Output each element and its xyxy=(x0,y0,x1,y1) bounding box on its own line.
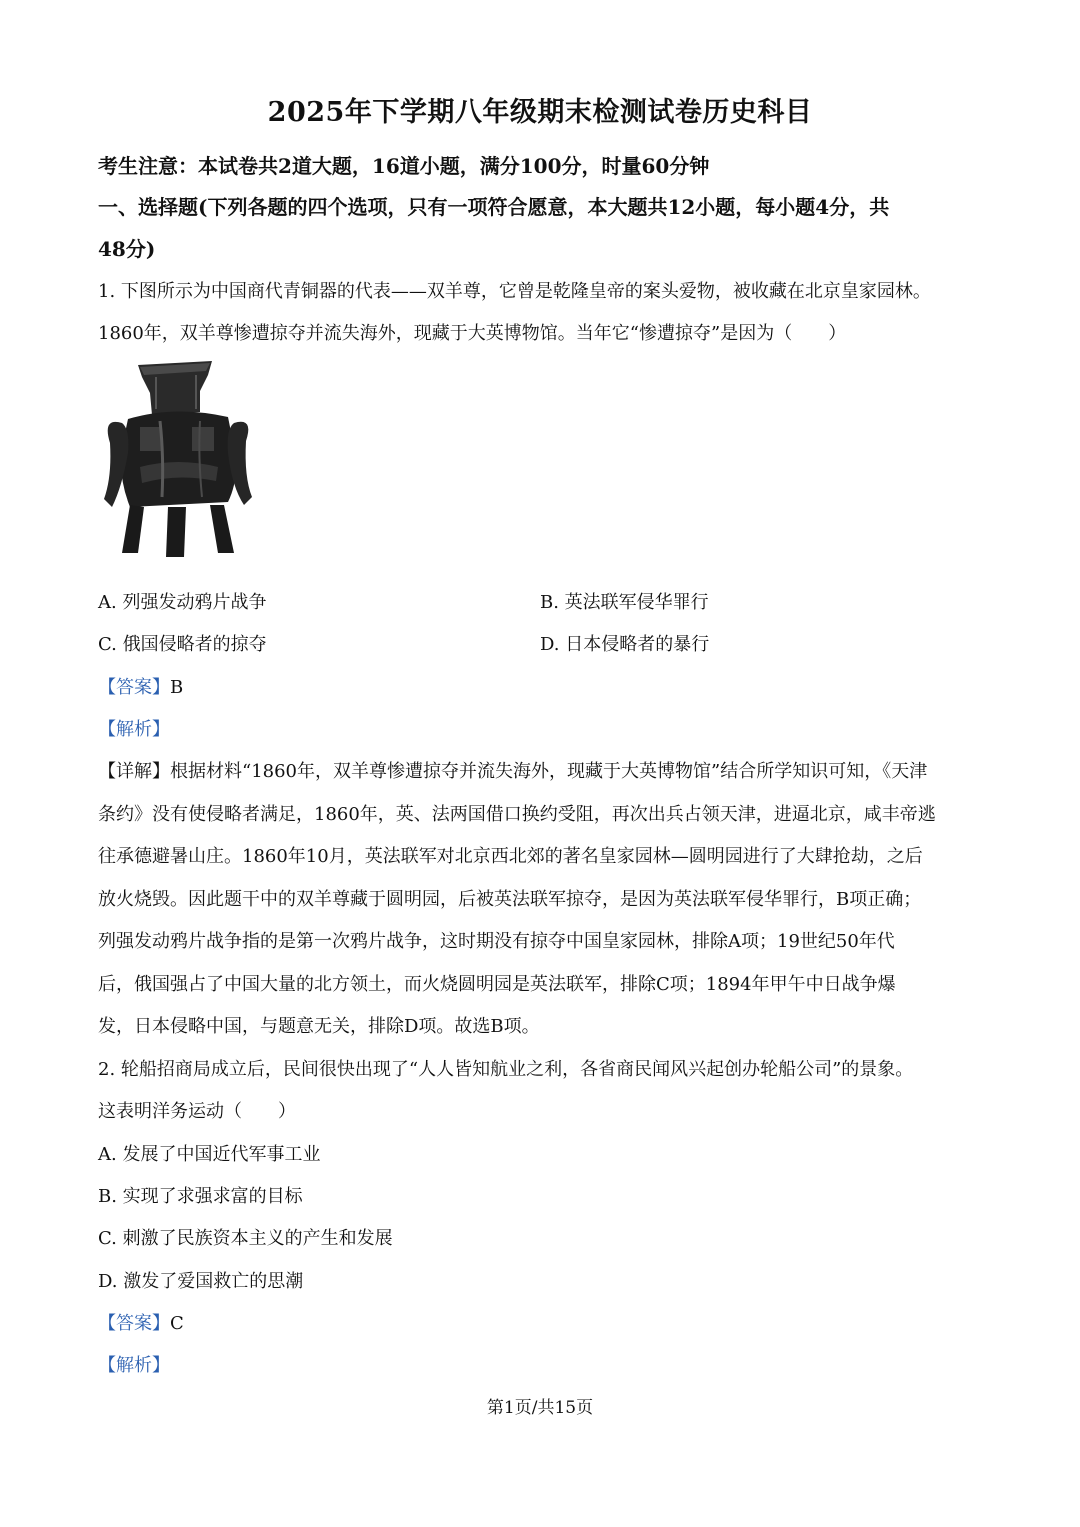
q1-answer-row xyxy=(98,673,183,699)
q1-detail-line6: 后，俄国强占了中国大量的北方领土，而火烧圆明园是英法联军，排除C项；1894年甲午中日战争爆 xyxy=(98,974,896,995)
page-title: 2025年下学期八年级期末检测试卷历史科目 xyxy=(267,97,813,128)
q1-stem-line2: 1860年，双羊尊惨遭掠夺并流失海外，现藏于大英博物馆。当年它“惨遭掠夺”是因为（ ） xyxy=(98,323,847,344)
q1-answer-value: B xyxy=(170,677,184,698)
q2-analysis-tag: 【解析】 xyxy=(98,1355,170,1376)
exam-notice: 考生注意：本试卷共2道大题，16道小题，满分100分，时量60分钟 xyxy=(98,154,710,178)
q1-detail-line1 xyxy=(98,757,927,783)
answer-tag: 【答案】 xyxy=(98,677,170,698)
page-footer: 第1页/共15页 xyxy=(486,1398,594,1418)
q1-detail-line2: 条约》没有使侵略者满足，1860年，英、法两国借口换约受阻，再次出兵占领天津，进逼北京，咸丰帝逃 xyxy=(98,804,936,825)
section-heading-line2: 48分) xyxy=(98,237,156,261)
q1-detail-line3: 往承德避暑山庄。1860年10月，英法联军对北京西北郊的著名皇家园林—圆明园进行了大肆抢劫，之后 xyxy=(98,846,923,867)
q1-analysis-tag: 【解析】 xyxy=(98,719,170,740)
q1-stem-line1: 1. 下图所示为中国商代青铜器的代表——双羊尊，它曾是乾隆皇帝的案头爱物，被收藏在北京皇家园林。 xyxy=(98,281,931,302)
q1-detail-line7: 发，日本侵略中国，与题意无关，排除D项。故选B项。 xyxy=(98,1016,540,1037)
q1-option-c: C. 俄国侵略者的掠夺 xyxy=(98,634,267,655)
detail-tag: 【详解】 xyxy=(98,761,170,782)
q1-detail-line4: 放火烧毁。因此题干中的双羊尊藏于圆明园，后被英法联军掠夺，是因为英法联军侵华罪行，B项正确； xyxy=(98,889,922,910)
detail-text: 根据材料“1860年，双羊尊惨遭掠夺并流失海外，现藏于大英博物馆”结合所学知识可知，《天津 xyxy=(170,761,928,782)
q1-option-b: B. 英法联军侵华罪行 xyxy=(540,592,709,613)
q2-option-a: A. 发展了中国近代军事工业 xyxy=(98,1144,321,1165)
q2-answer-row xyxy=(98,1309,184,1335)
q1-detail-line5: 列强发动鸦片战争指的是第一次鸦片战争，这时期没有掠夺中国皇家园林，排除A项；19世纪50年代 xyxy=(98,931,895,952)
section-heading-line1: 一、选择题(下列各题的四个选项，只有一项符合愿意，本大题共12小题，每小题4分，共 xyxy=(98,195,890,219)
q2-answer-value: C xyxy=(170,1313,184,1334)
q2-option-d: D. 激发了爱国救亡的思潮 xyxy=(98,1271,304,1292)
q1-option-a: A. 列强发动鸦片战争 xyxy=(98,592,267,613)
bronze-vessel-image xyxy=(100,357,255,562)
q2-option-b: B. 实现了求强求富的目标 xyxy=(98,1186,303,1207)
q2-stem-line2: 这表明洋务运动（ ） xyxy=(98,1101,296,1122)
q1-option-d: D. 日本侵略者的暴行 xyxy=(540,634,710,655)
q2-option-c: C. 刺激了民族资本主义的产生和发展 xyxy=(98,1228,393,1249)
q2-stem-line1: 2. 轮船招商局成立后，民间很快出现了“人人皆知航业之利，各省商民闻风兴起创办轮船公司”的景象。 xyxy=(98,1059,914,1080)
answer-tag: 【答案】 xyxy=(98,1313,170,1334)
